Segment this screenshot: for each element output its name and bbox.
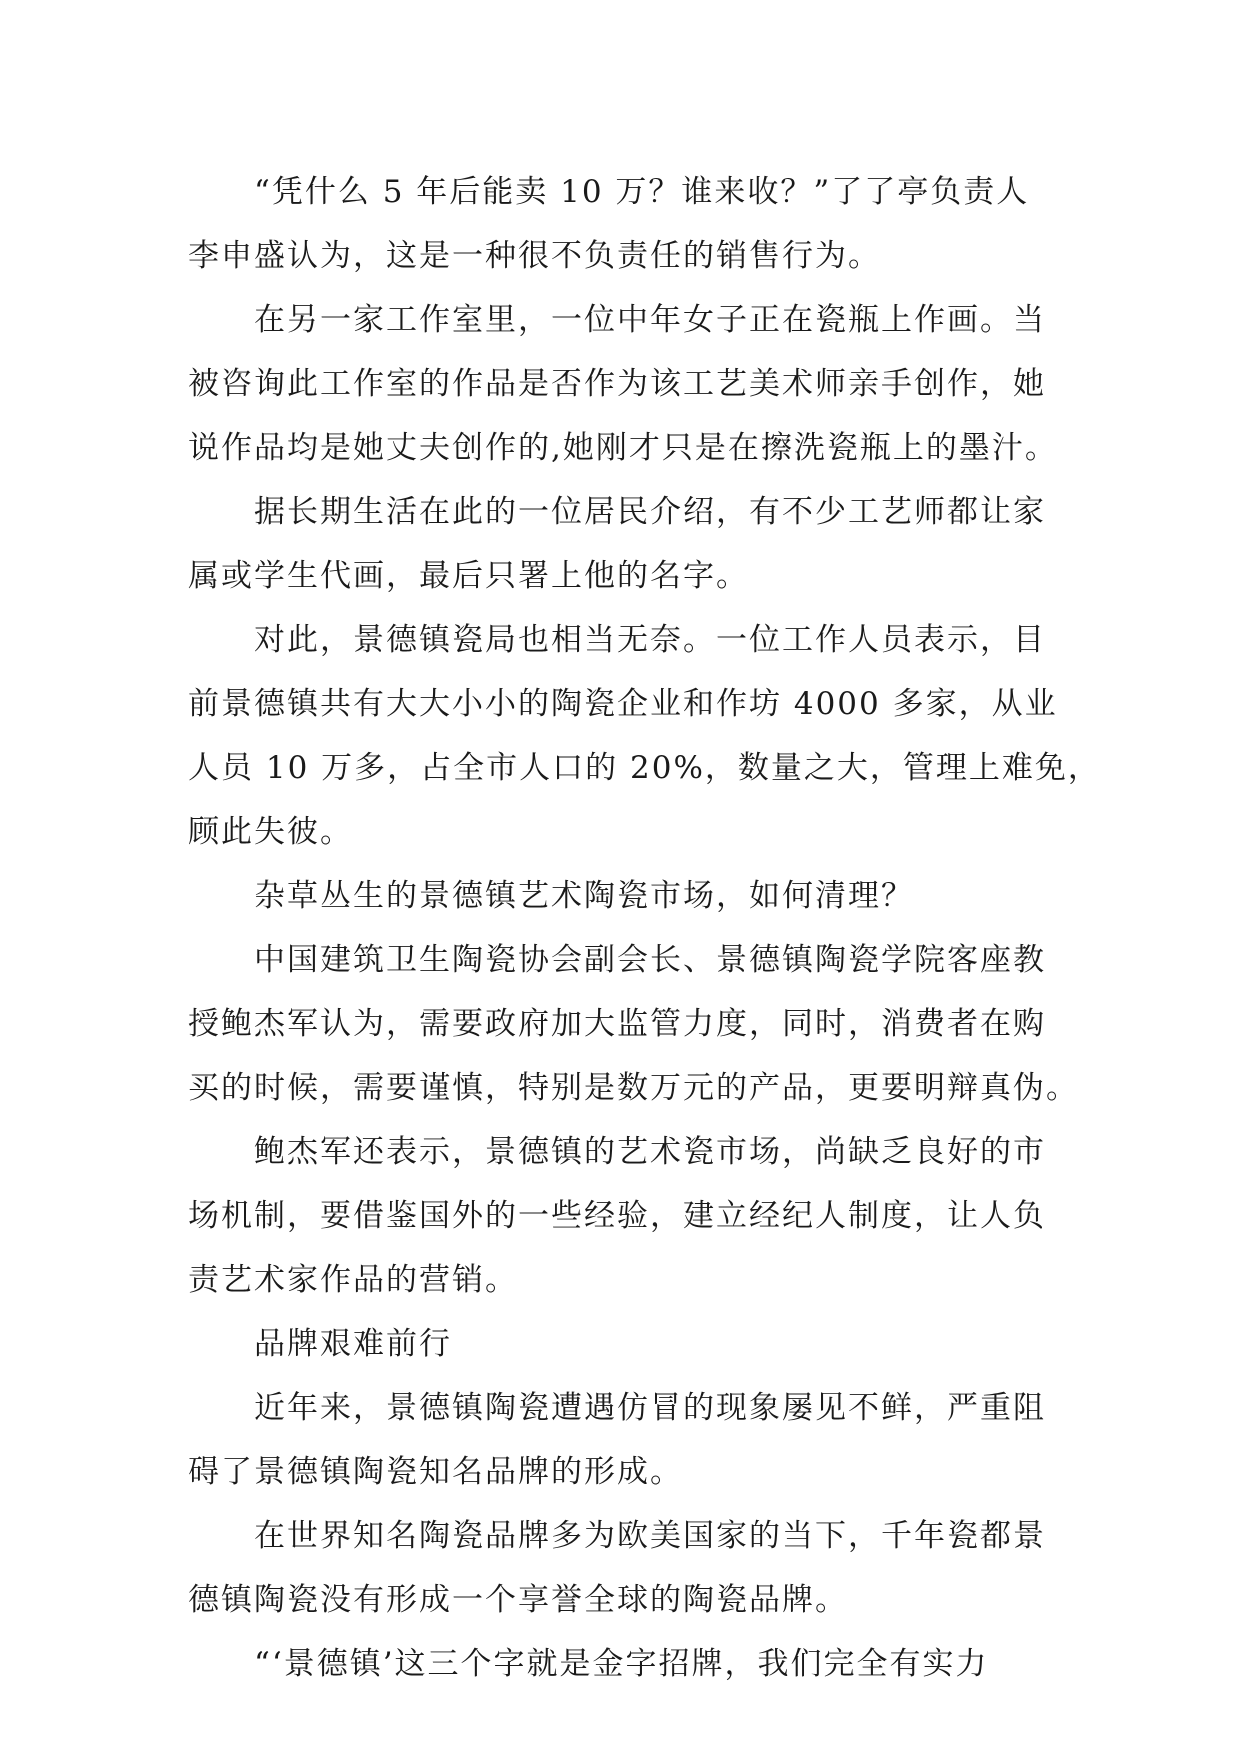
text-line: 在另一家工作室里，一位中年女子正在瓷瓶上作画。当 <box>254 302 1046 338</box>
paragraph <box>188 1376 1068 1504</box>
text-line: “凭什么 5 年后能卖 10 万？谁来收？”了了亭负责人 <box>254 174 1030 210</box>
text-line: 在世界知名陶瓷品牌多为欧美国家的当下，千年瓷都景 <box>254 1518 1046 1554</box>
text-line: 据长期生活在此的一位居民介绍，有不少工艺师都让家 <box>254 494 1046 530</box>
text-line: 属或学生代画，最后只署上他的名字。 <box>188 558 749 594</box>
text-line: 人员 10 万多，占全市人口的 20%，数量之大，管理上难免， <box>188 750 1101 786</box>
text-line: 李申盛认为，这是一种很不负责任的销售行为。 <box>188 238 881 274</box>
text-line: 杂草丛生的景德镇艺术陶瓷市场，如何清理？ <box>254 878 914 914</box>
article-body <box>188 160 1101 1696</box>
paragraph <box>188 1632 1068 1696</box>
text-line: 顾此失彼。 <box>188 814 353 850</box>
paragraph <box>188 928 1079 1120</box>
text-line: 中国建筑卫生陶瓷协会副会长、景德镇陶瓷学院客座教 <box>254 942 1046 978</box>
text-line: 对此，景德镇瓷局也相当无奈。一位工作人员表示，目 <box>254 622 1046 658</box>
text-line: 责艺术家作品的营销。 <box>188 1262 518 1298</box>
text-line: 买的时候，需要谨慎，特别是数万元的产品，更要明辩真伪。 <box>188 1070 1079 1106</box>
text-line: 被咨询此工作室的作品是否作为该工艺美术师亲手创作，她 <box>188 366 1046 402</box>
paragraph <box>188 864 1068 928</box>
text-line: 碍了景德镇陶瓷知名品牌的形成。 <box>188 1454 683 1490</box>
text-line: 说作品均是她丈夫创作的,她刚才只是在擦洗瓷瓶上的墨汁。 <box>188 430 1058 466</box>
text-line: 近年来，景德镇陶瓷遭遇仿冒的现象屡见不鲜，严重阻 <box>254 1390 1046 1426</box>
text-line: 德镇陶瓷没有形成一个享誉全球的陶瓷品牌。 <box>188 1582 848 1618</box>
paragraph <box>188 288 1068 480</box>
text-line: 授鲍杰军认为，需要政府加大监管力度，同时，消费者在购 <box>188 1006 1046 1042</box>
paragraph <box>188 160 1068 288</box>
text-line: 品牌艰难前行 <box>254 1326 452 1362</box>
text-line: 鲍杰军还表示，景德镇的艺术瓷市场，尚缺乏良好的市 <box>254 1134 1046 1170</box>
text-line: “‘景德镇’这三个字就是金字招牌，我们完全有实力 <box>254 1646 989 1682</box>
paragraph <box>188 480 1068 608</box>
paragraph <box>188 1504 1068 1632</box>
paragraph <box>188 608 1101 864</box>
text-line: 前景德镇共有大大小小的陶瓷企业和作坊 4000 多家，从业 <box>188 686 1058 722</box>
text-line: 场机制，要借鉴国外的一些经验，建立经纪人制度，让人负 <box>188 1198 1046 1234</box>
section-heading <box>188 1312 1068 1376</box>
paragraph <box>188 1120 1068 1312</box>
